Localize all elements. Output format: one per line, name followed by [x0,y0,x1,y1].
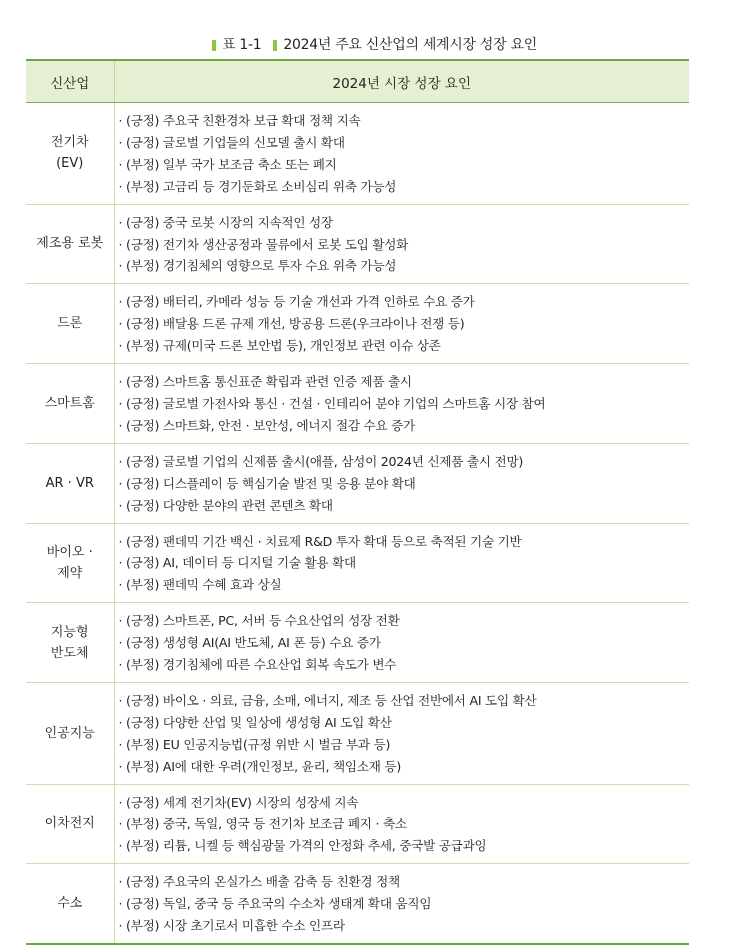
header-factors: 2024년 시장 성장 요인 [114,60,689,103]
factor-item: · (긍정) 생성형 AI(AI 반도체, AI 폰 등) 수요 증가 [119,632,690,654]
table-row [26,603,689,683]
factor-list [119,110,690,198]
factor-item: · (긍정) 배달용 드론 규제 개선, 방공용 드론(우크라이나 전쟁 등) [119,313,690,335]
industry-cell: 전기차 (EV) [26,103,114,205]
factor-item: · (부정) 중국, 독일, 영국 등 전기차 보조금 폐지 · 축소 [119,813,690,835]
factor-item: · (긍정) 디스플레이 등 핵심기술 발전 및 응용 분야 확대 [119,473,690,495]
factor-item: · (부정) AI에 대한 우려(개인정보, 윤리, 책임소재 등) [119,756,690,778]
table-row [26,103,689,205]
factor-item: · (부정) 시장 초기로서 미흡한 수소 인프라 [119,915,690,937]
factors-cell [114,784,689,864]
header-row [26,60,689,103]
factor-item: · (긍정) 글로벌 가전사와 통신 · 건설 · 인테리어 분야 기업의 스마트홈 시장 참여 [119,393,690,415]
factor-list [119,690,690,778]
table-row [26,204,689,284]
factor-item: · (긍정) 다양한 산업 및 일상에 생성형 AI 도입 확산 [119,712,690,734]
factor-list [119,371,690,437]
table-row [26,784,689,864]
factor-item: · (긍정) 세계 전기차(EV) 시장의 성장세 지속 [119,792,690,814]
caption-bar-icon [273,40,277,51]
factor-item: · (부정) EU 인공지능법(규정 위반 시 벌금 부과 등) [119,734,690,756]
factor-item: · (긍정) 중국 로봇 시장의 지속적인 성장 [119,212,690,234]
factor-item: · (부정) 리튬, 니켈 등 핵심광물 가격의 안정화 추세, 중국발 공급과잉 [119,835,690,857]
factor-list [119,212,690,278]
factor-item: · (긍정) AI, 데이터 등 디지털 기술 활용 확대 [119,552,690,574]
factor-list [119,291,690,357]
industry-cell: 지능형 반도체 [26,603,114,683]
table-row [26,364,689,444]
factors-cell [114,603,689,683]
table-body [26,103,689,945]
table-row [26,682,689,784]
industry-cell: 제조용 로봇 [26,204,114,284]
industry-cell: 드론 [26,284,114,364]
table-number: 표 1-1 [222,37,262,53]
factor-item: · (긍정) 스마트폰, PC, 서버 등 수요산업의 성장 전환 [119,610,690,632]
factor-item: · (긍정) 글로벌 기업의 신제품 출시(애플, 삼성이 2024년 신제품 출시 전망) [119,451,690,473]
factors-cell [114,864,689,944]
factor-item: · (부정) 경기침체의 영향으로 투자 수요 위축 가능성 [119,255,690,277]
factors-cell [114,204,689,284]
factor-list [119,871,690,937]
factor-item: · (부정) 규제(미국 드론 보안법 등), 개인정보 관련 이슈 상존 [119,335,690,357]
factors-cell [114,364,689,444]
industry-cell: AR · VR [26,443,114,523]
table-caption [0,34,743,54]
caption-bar-icon [212,40,216,51]
table-row [26,443,689,523]
factor-item: · (긍정) 팬데믹 기간 백신 · 치료제 R&D 투자 확대 등으로 축적된 기술 기반 [119,531,690,553]
factor-item: · (긍정) 배터리, 카메라 성능 등 기술 개선과 가격 인하로 수요 증가 [119,291,690,313]
factor-list [119,531,690,597]
factors-cell [114,523,689,603]
industry-cell: 바이오 · 제약 [26,523,114,603]
table-row [26,864,689,944]
factor-list [119,451,690,517]
table-row [26,284,689,364]
factor-item: · (긍정) 스마트화, 안전 · 보안성, 에너지 절감 수요 증가 [119,415,690,437]
factors-cell [114,682,689,784]
factors-cell [114,103,689,205]
factor-item: · (긍정) 독일, 중국 등 주요국의 수소차 생태계 확대 움직임 [119,893,690,915]
factors-cell [114,284,689,364]
table-title: 2024년 주요 신산업의 세계시장 성장 요인 [283,37,537,53]
factor-item: · (긍정) 주요국의 온실가스 배출 감축 등 친환경 정책 [119,871,690,893]
factor-item: · (긍정) 바이오 · 의료, 금융, 소매, 에너지, 제조 등 산업 전반에서 AI 도입 확산 [119,690,690,712]
factor-item: · (긍정) 주요국 친환경차 보급 확대 정책 지속 [119,110,690,132]
industry-cell: 수소 [26,864,114,944]
header-industry: 신산업 [26,60,114,103]
factor-item: · (부정) 팬데믹 수혜 효과 상실 [119,574,690,596]
industry-cell: 인공지능 [26,682,114,784]
factor-item: · (긍정) 스마트홈 통신표준 확립과 관련 인증 제품 출시 [119,371,690,393]
growth-factors-table [26,59,689,945]
factor-list [119,610,690,676]
table-row [26,523,689,603]
factor-item: · (부정) 경기침체에 따른 수요산업 회복 속도가 변수 [119,654,690,676]
industry-cell: 스마트홈 [26,364,114,444]
factor-item: · (긍정) 다양한 분야의 관련 콘텐츠 확대 [119,495,690,517]
factor-item: · (부정) 일부 국가 보조금 축소 또는 폐지 [119,154,690,176]
factors-cell [114,443,689,523]
factor-item: · (부정) 고금리 등 경기둔화로 소비심리 위축 가능성 [119,176,690,198]
factor-item: · (긍정) 전기차 생산공정과 물류에서 로봇 도입 활성화 [119,234,690,256]
factor-list [119,792,690,858]
factor-item: · (긍정) 글로벌 기업들의 신모델 출시 확대 [119,132,690,154]
industry-cell: 이차전지 [26,784,114,864]
